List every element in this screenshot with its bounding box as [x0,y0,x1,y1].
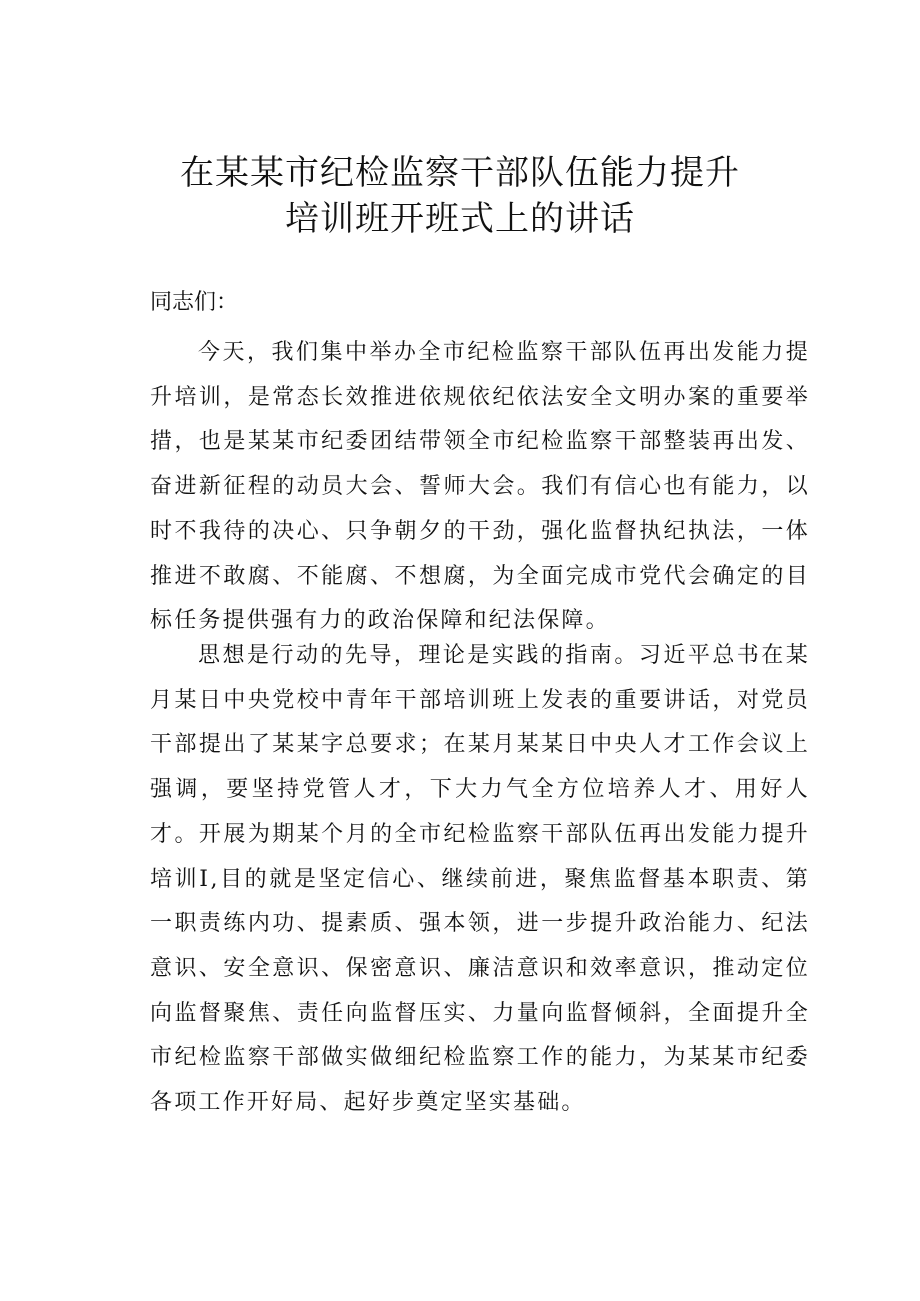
body-paragraph-1: 今天，我们集中举办全市纪检监察干部队伍再出发能力提升培训，是常态长效推进依规依纪依法安全文明办案的重要举措，也是某某市纪委团结带领全市纪检监察干部整装再出发、奋进新征程的动员大会、誓师大会。我们有信心也有能力，以时不我待的决心、只争朝夕的干劲，强化监督执纪执法，一体推进不敢腐、不能腐、不想腐，为全面完成市党代会确定的目标任务提供强有力的政治保障和纪法保障。 [150,340,810,634]
document-title [150,150,770,242]
salutation: 同志们： [150,290,239,315]
title-line-2: 培训班开班式上的讲话 [285,199,635,239]
title-line-1: 在某某市纪检监察干部队伍能力提升 [180,153,740,193]
body-paragraph-2: 思想是行动的先导，理论是实践的指南。习近平总书在某月某日中央党校中青年干部培训班上发表的重要讲话，对党员干部提出了某某字总要求；在某月某某日中央人才工作会议上强调，要坚持党管人才，下大力气全方位培养人才、用好人才。开展为期某个月的全市纪检监察干部队伍再出发能力提升培训Ⅰ,目的就是坚定信心、继续前进，聚焦监督基本职责、第一职责练内功、提素质、强本领，进一步提升政治能力、纪法意识、安全意识、保密意识、廉洁意识和效率意识，推动定位向监督聚焦、责任向监督压实、力量向监督倾斜，全面提升全市纪检监察干部做实做细纪检监察工作的能力，为某某市纪委各项工作开好局、起好步奠定坚实基础。 [150,643,810,1116]
